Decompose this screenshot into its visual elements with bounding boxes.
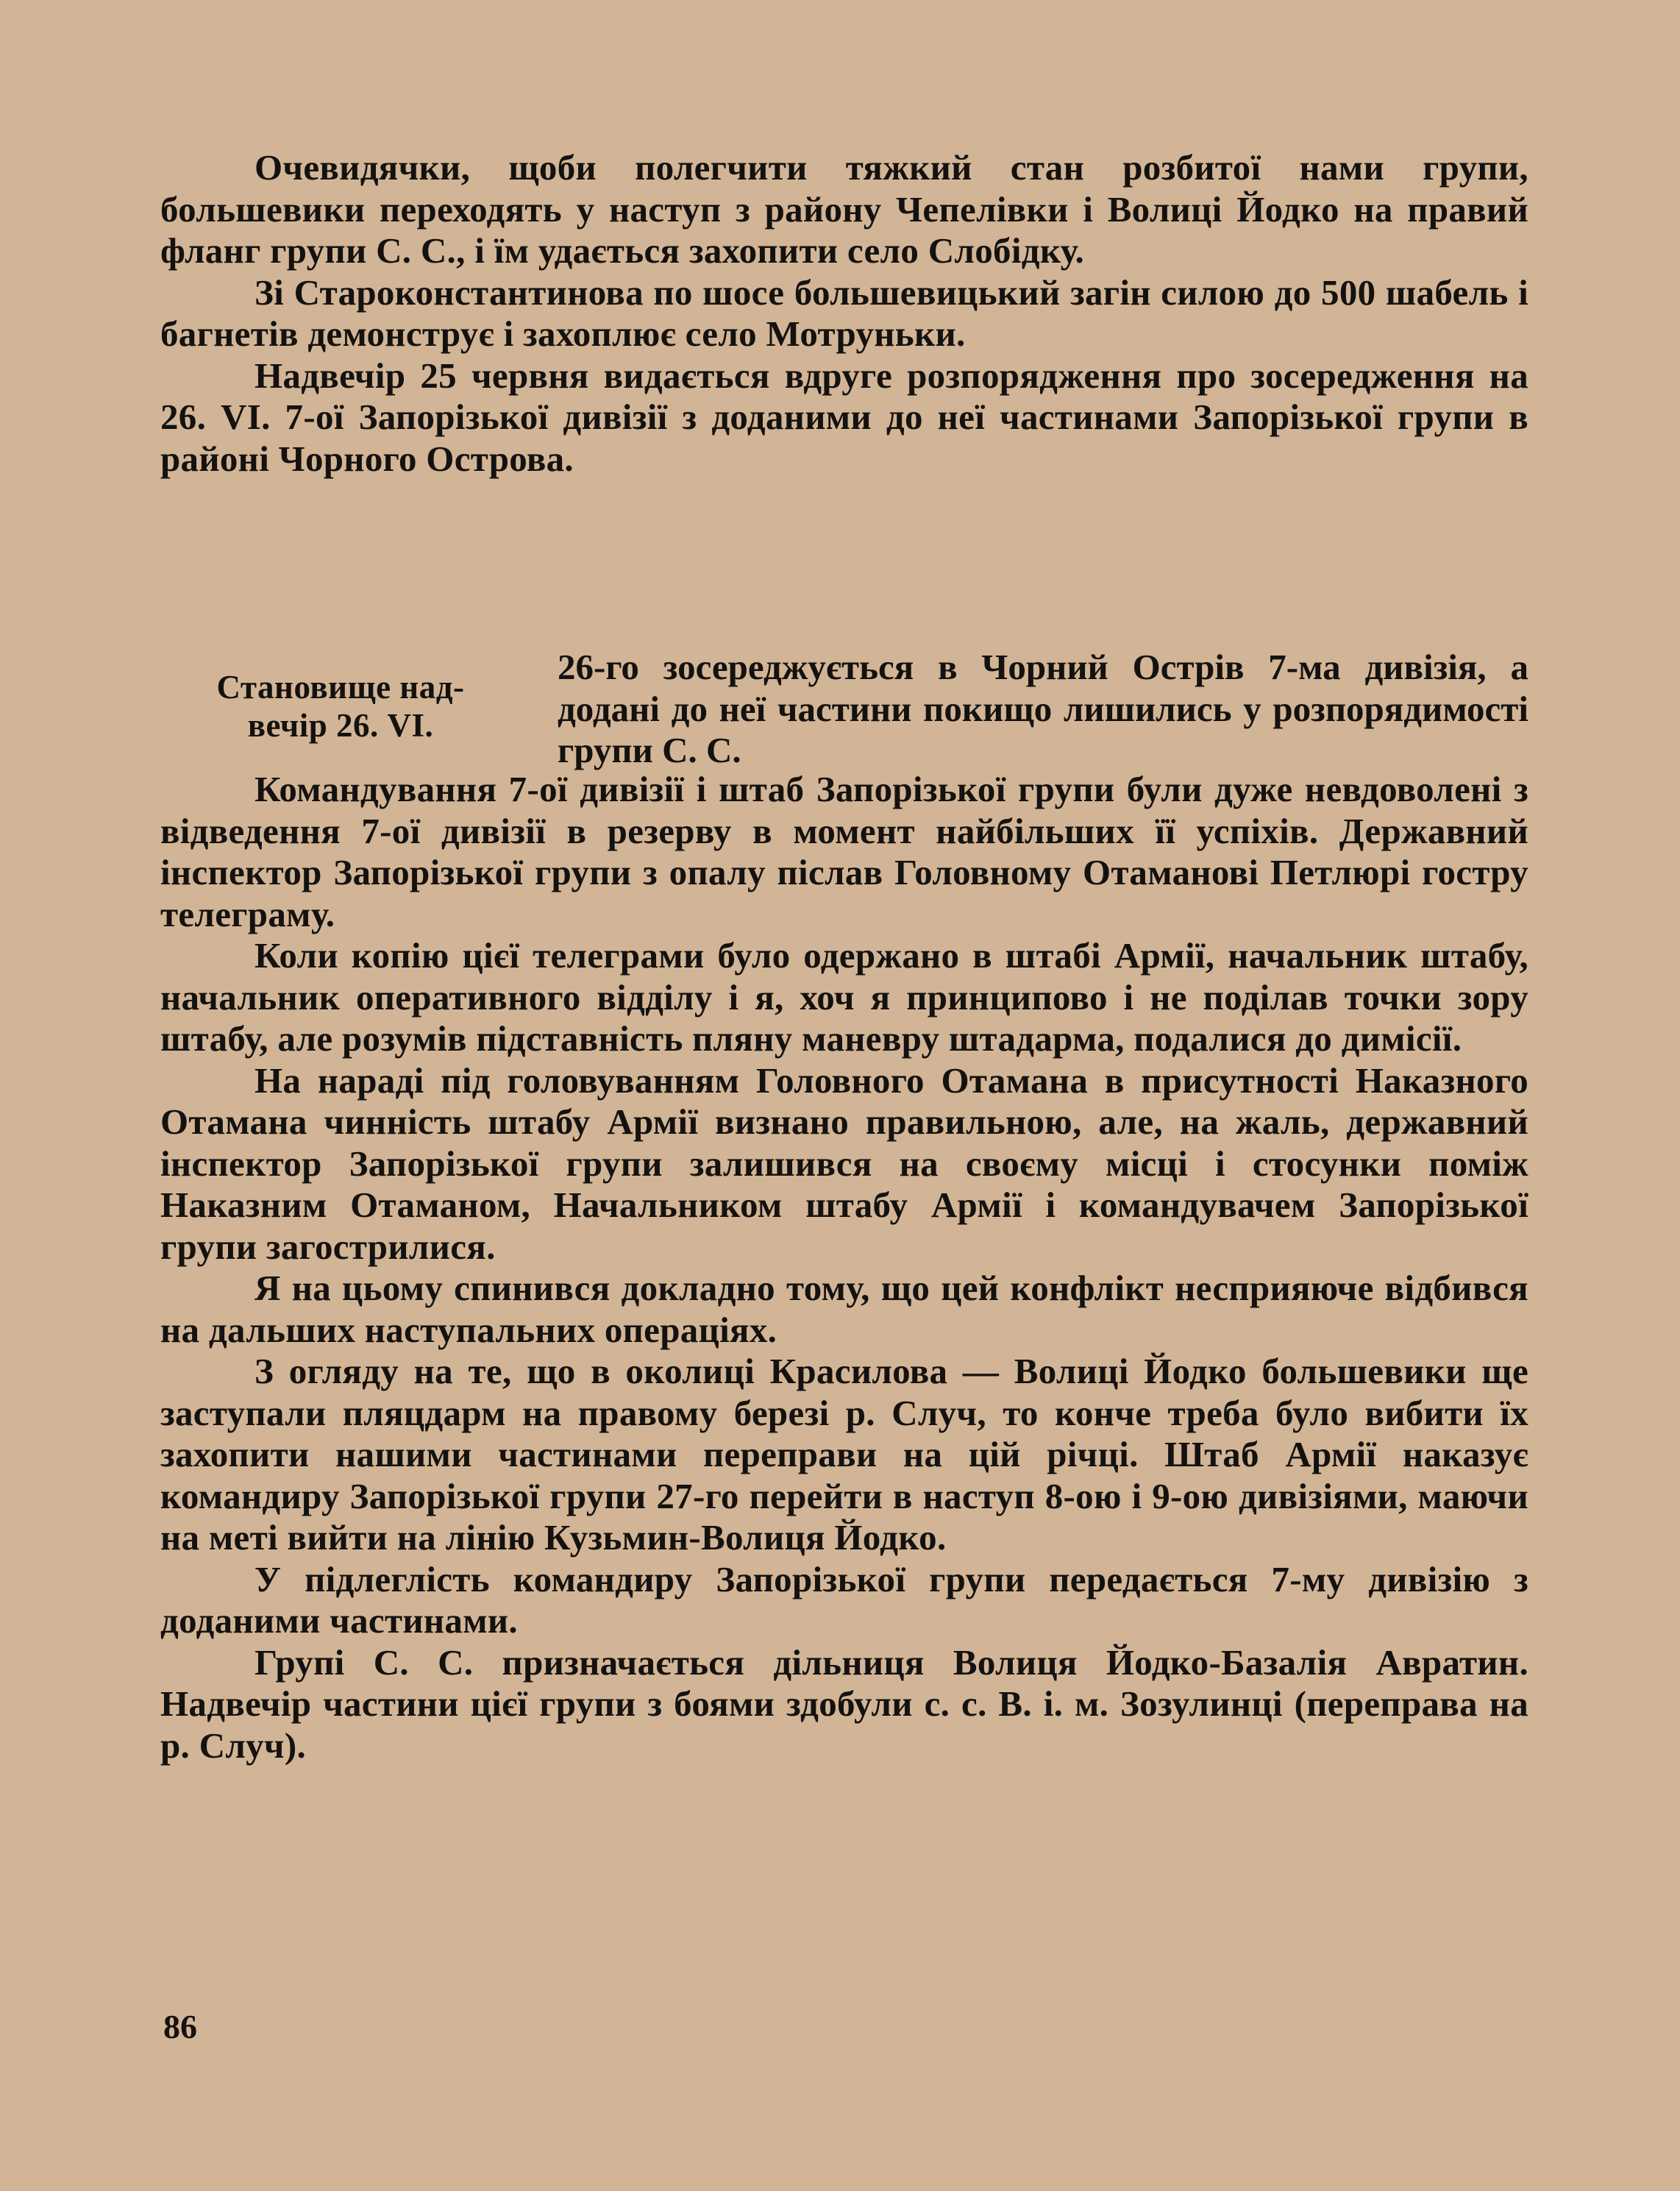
text-block-main (160, 769, 1528, 1766)
paragraph: Групі С. С. призначається дільниця Волиця Йодко-Базалія Авратин. Надвечір частини цієї групи з боями здобули с. с. В. і. м. Зозулинці (переправа на р. Случ). (160, 1641, 1528, 1766)
paragraph: Я на цьому спинився докладно тому, що цей конфлікт несприяюче відбився на дальших наступальних операціях. (160, 1268, 1528, 1350)
margin-heading-line: Становище над- (216, 669, 465, 706)
sidenote-paragraph: 26-го зосереджується в Чорний Острів 7-ма дивізія, а додані до неї частини покищо лишились у розпорядимості групи С. С. (558, 647, 1528, 770)
margin-heading-line: вечір 26. VI. (247, 707, 434, 744)
paragraph: Зі Староконстантинова по шосе большевицький загін силою до 500 шабель і багнетів демонструє і захоплює село Мотруньки. (160, 271, 1528, 354)
paragraph: Командування 7-ої дивізії і штаб Запорізької групи були дуже невдоволені з відведення 7-ої дивізії в резерву в момент найбільших її успіхів. Державний інспектор Запорізької групи з опалу післав Головному Отаманові Петлюрі гостру телеграму. (160, 769, 1528, 934)
paragraph: Очевидячки, щоби полегчити тяжкий стан розбитої нами групи, большевики переходять у наступ з району Чепелівки і Волиці Йодко на правий фланг групи С. С., і їм удається захопити село Слобідку. (160, 147, 1528, 271)
paragraph: Коли копію цієї телеграми було одержано в штабі Армії, начальник штабу, начальник оперативного відділу і я, хоч я принципово і не поділав точки зору штабу, але розумів підставність пляну маневру штадарма, подалися до димісії. (160, 935, 1528, 1059)
paragraph: На нараді під головуванням Головного Отамана в присутності Наказного Отамана чинність штабу Армії визнано правильною, але, на жаль, державний інспектор Запорізької групи залишився на своєму місці і стосунки поміж Наказним Отаманом, Начальником штабу Армії і командувачем Запорізької групи загострилися. (160, 1059, 1528, 1267)
paragraph: Надвечір 25 червня видається вдруге розпорядження про зосередження на 26. VI. 7-ої Запорізької дивізії з доданими до неї частинами Запорізької групи в районі Чорного Острова. (160, 355, 1528, 479)
paragraph: З огляду на те, що в околиці Красилова — Волиці Йодко большевики ще заступали пляцдарм на правому березі р. Случ, то конче треба було вибити їх захопити нашими частинами переправи на цій річці. Штаб Армії наказує командиру Запорізької групи 27-го перейти в наступ 8-ою і 9-ою дивізіями, маючи на меті вийти на лінію Кузьмин-Волиця Йодко. (160, 1351, 1528, 1558)
margin-heading (160, 668, 521, 745)
text-block-top (160, 147, 1528, 480)
paragraph: У підлеглість командиру Запорізької групи передається 7-му дивізію з доданими частинами. (160, 1558, 1528, 1641)
page-number: 86 (163, 2008, 197, 2045)
